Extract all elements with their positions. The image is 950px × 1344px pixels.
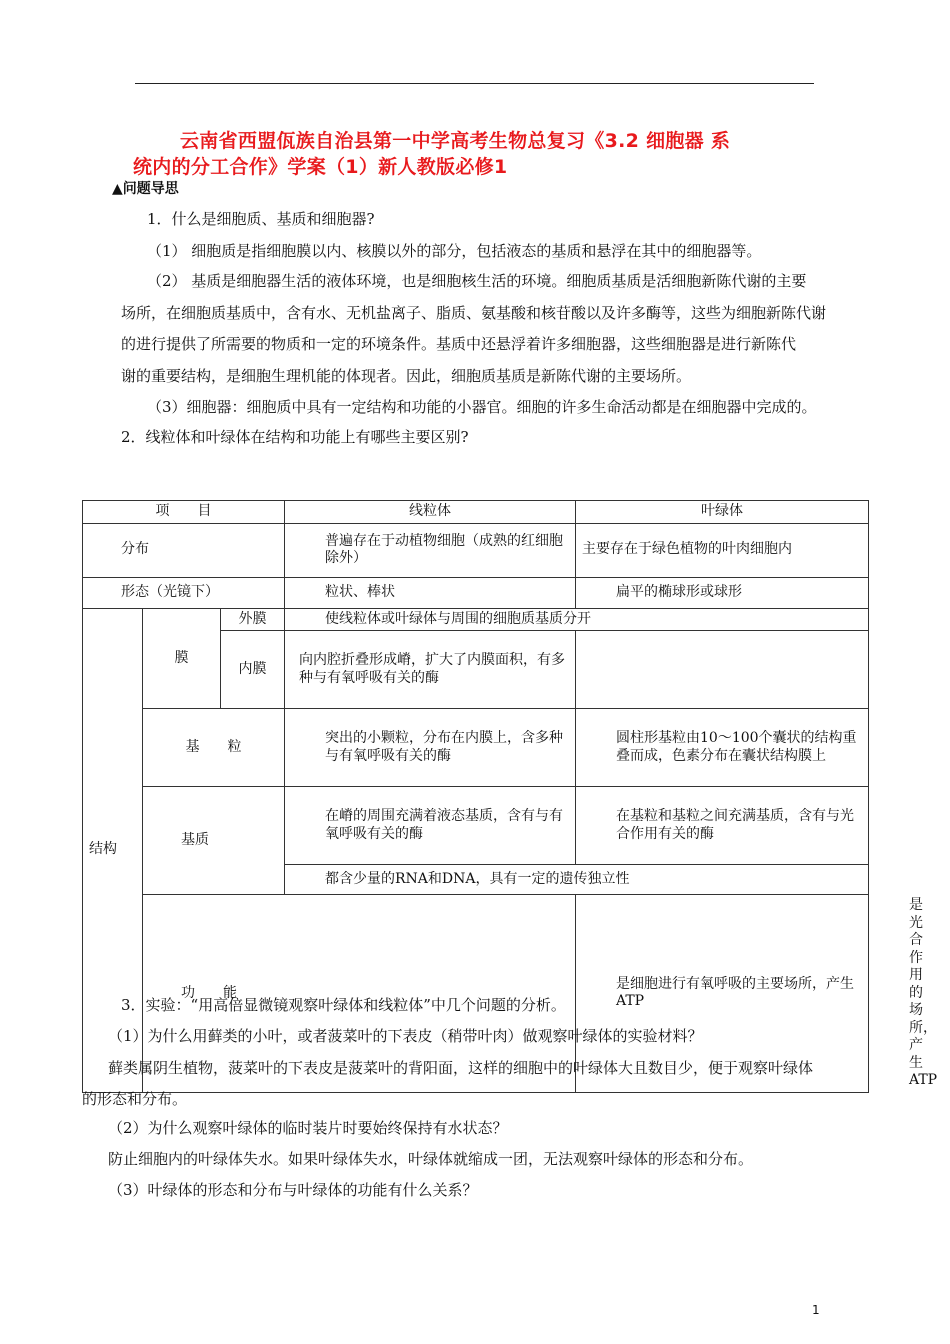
table-header-item: 项 目	[83, 501, 285, 524]
row-label-matrix: 基质	[143, 787, 285, 895]
document-title-line-2: 统内的分工合作》学案（1）新人教版必修1	[133, 156, 508, 178]
header-rule	[135, 83, 814, 84]
section-heading: ▲问题导思	[112, 181, 179, 197]
answer-1-part-2-line-2: 场所，在细胞质基质中，含有水、无机盐离子、脂质、氨基酸和核苷酸以及许多酶等，这些为细胞新陈代谢	[121, 304, 827, 322]
answer-1-part-2-line-3: 的进行提供了所需要的物质和一定的环境条件。基质中还悬浮着许多细胞器，这些细胞器是进行新陈代	[121, 335, 797, 353]
distribution-mitochondria: 普遍存在于动植物细胞（成熟的红细胞除外）	[285, 523, 576, 577]
question-2: 2．线粒体和叶绿体在结构和功能上有哪些主要区别?	[121, 428, 469, 446]
inner-membrane-chloroplast	[576, 631, 869, 709]
row-label-function: 功 能	[143, 895, 576, 1093]
document-title-line-1: 云南省西盟佤族自治县第一中学高考生物总复习《3.2 细胞器 系	[180, 130, 731, 152]
table-header-chloroplast: 叶绿体	[576, 501, 869, 524]
function-mitochondria: 是细胞进行有氧呼吸的主要场所，产生ATP	[576, 895, 869, 1093]
shape-chloroplast: 扁平的椭球形或球形	[576, 577, 869, 608]
matrix-chloroplast: 在基粒和基粒之间充满基质，含有与光合作用有关的酶	[576, 787, 869, 865]
answer-3-sub-1-line-1: 藓类属阴生植物，菠菜叶的下表皮是菠菜叶的背阳面，这样的细胞中的叶绿体大且数目少，便于观察叶绿体	[108, 1059, 814, 1077]
question-3-sub-1: （1）为什么用藓类的小叶，或者菠菜叶的下表皮（稍带叶肉）做观察叶绿体的实验材料？	[108, 1027, 703, 1045]
question-3-sub-3: （3）叶绿体的形态和分布与叶绿体的功能有什么关系？	[108, 1181, 478, 1199]
answer-1-part-1: （1） 细胞质是指细胞膜以内、核膜以外的部分，包括液态的基质和悬浮在其中的细胞器等。	[147, 242, 762, 260]
row-label-membrane: 膜	[143, 608, 221, 709]
row-label-structure: 结构	[83, 608, 143, 1092]
shape-mitochondria: 粒状、棒状	[285, 577, 576, 608]
answer-3-sub-1-line-2: 的形态和分布。	[82, 1090, 188, 1108]
row-label-distribution: 分布	[83, 523, 285, 577]
matrix-mitochondria: 在嵴的周围充满着液态基质，含有与有氧呼吸有关的酶	[285, 787, 576, 865]
answer-1-part-2-line-4: 谢的重要结构，是细胞生理机能的体现者。因此，细胞质基质是新陈代谢的主要场所。	[121, 367, 692, 385]
question-1: 1．什么是细胞质、基质和细胞器?	[147, 210, 375, 228]
comparison-table: 项 目 线粒体 叶绿体 分布 普遍存在于动植物细胞（成熟的红细胞除外） 主要存在于绿色植物的叶肉细胞内 形态（光镜下） 粒状、棒状 扁平的椭球形或球形 结构 膜 外膜 使线粒体或叶绿体与周围的细胞质基质分开 内膜 向内腔折叠形成嵴，扩大了内膜面积，有多种与有氧呼吸有关的酶 基 粒 突出的小颗粒，分布在内膜上，含多种与有氧呼吸有关的酶 圆柱形基粒由10～100个囊状的结构重叠而成，色素分布在囊状结构膜上 基质 在嵴的周围充满着液态基质，含有与有氧呼吸有关的酶 在基粒和基粒之间充满基质，含有与光合作用有关的酶 都含少量的RNA和DNA，具有一定的遗传独立性 功 能 是细胞进行有氧呼吸的主要场所，产生ATP 是光合作用的场所，产生ATP	[82, 500, 869, 1093]
granum-mitochondria: 突出的小颗粒，分布在内膜上，含多种与有氧呼吸有关的酶	[285, 709, 576, 787]
matrix-both: 都含少量的RNA和DNA，具有一定的遗传独立性	[285, 865, 869, 895]
row-label-granum: 基 粒	[143, 709, 285, 787]
row-label-outer-membrane: 外膜	[221, 608, 285, 631]
inner-membrane-mitochondria: 向内腔折叠形成嵴，扩大了内膜面积，有多种与有氧呼吸有关的酶	[285, 631, 576, 709]
granum-chloroplast: 圆柱形基粒由10～100个囊状的结构重叠而成，色素分布在囊状结构膜上	[576, 709, 869, 787]
answer-1-part-2-line-1: （2） 基质是细胞器生活的液体环境，也是细胞核生活的环境。细胞质基质是活细胞新陈代谢的主要	[147, 272, 807, 290]
question-3: 3．实验：“用高倍显微镜观察叶绿体和线粒体”中几个问题的分析。	[121, 996, 566, 1014]
answer-3-sub-2: 防止细胞内的叶绿体失水。如果叶绿体失水，叶绿体就缩成一团，无法观察叶绿体的形态和分布。	[108, 1150, 754, 1168]
row-label-inner-membrane: 内膜	[221, 631, 285, 709]
outer-membrane-both: 使线粒体或叶绿体与周围的细胞质基质分开	[285, 608, 869, 631]
question-3-sub-2: （2）为什么观察叶绿体的临时装片时要始终保持有水状态？	[108, 1119, 508, 1137]
answer-1-part-3: （3）细胞器：细胞质中具有一定结构和功能的小器官。细胞的许多生命活动都是在细胞器中完成的。	[147, 398, 817, 416]
row-label-shape: 形态（光镜下）	[83, 577, 285, 608]
table-header-mitochondria: 线粒体	[285, 501, 576, 524]
page-number: 1	[812, 1303, 820, 1317]
distribution-chloroplast: 主要存在于绿色植物的叶肉细胞内	[576, 523, 869, 577]
